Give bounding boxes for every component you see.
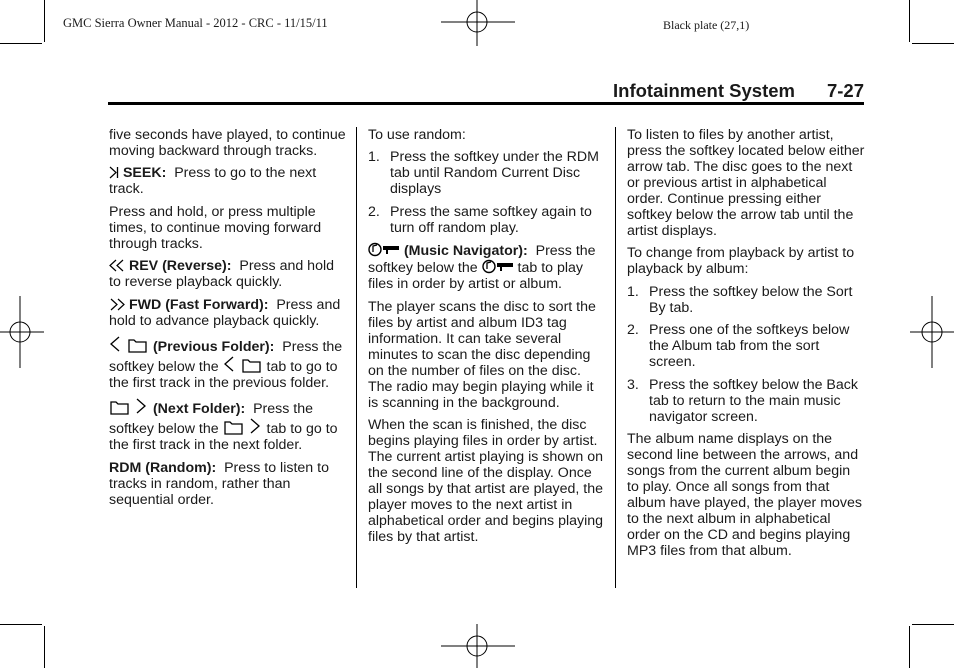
reverse-icon xyxy=(109,259,125,272)
crop-mark xyxy=(909,626,910,668)
list-item xyxy=(627,322,865,370)
print-header-left: GMC Sierra Owner Manual - 2012 - CRC - 11/15/11 xyxy=(63,16,328,30)
seek-text: Press to go to the next track. xyxy=(109,165,317,198)
prev-folder-label: (Previous Folder): xyxy=(152,338,275,355)
music-navigator-label: (Music Navigator): xyxy=(403,243,528,260)
crop-mark xyxy=(44,0,45,42)
registration-mark-bottom xyxy=(441,620,515,668)
list-text: Press the softkey below the Sort By tab. xyxy=(649,283,853,316)
next-folder-icon xyxy=(223,417,263,435)
column-2 xyxy=(368,127,606,551)
list-text: Press one of the softkeys below the Album tab from the sort screen. xyxy=(649,322,850,371)
list-number: 2. xyxy=(627,322,639,339)
list-number: 1. xyxy=(627,283,639,300)
prev-folder-text-a: Press the softkey below the xyxy=(109,338,343,375)
list-number: 1. xyxy=(368,149,380,166)
music-navigator-icon xyxy=(368,242,400,257)
next-folder-text-a: Press the softkey below the xyxy=(109,401,313,438)
music-navigator-text-b: tab to play files in order by artist or album. xyxy=(368,260,583,293)
music-navigator-icon xyxy=(482,259,514,274)
section-title xyxy=(613,80,864,102)
paragraph: The album name displays on the second line between the arrows, and songs from the current album begin to play. Once all songs from that album have played, the player moves to the next album in alphabetical order on the CD and begins playing MP3 files from that album. xyxy=(627,430,863,559)
column-1 xyxy=(109,127,349,514)
prev-folder-text-b: tab to go to the first track in the previous folder. xyxy=(109,358,338,391)
music-navigator-text-a: Press the softkey below the xyxy=(368,243,596,277)
next-folder-icon xyxy=(109,397,149,415)
paragraph: To change from playback by artist to playback by album: xyxy=(627,245,855,278)
list-item xyxy=(368,204,606,236)
fast-forward-icon xyxy=(109,298,125,311)
crop-mark xyxy=(912,43,954,44)
section-header xyxy=(108,80,864,105)
crop-mark xyxy=(912,624,954,625)
registration-mark-left xyxy=(0,296,44,368)
rdm-text: Press to listen to tracks in random, rather than sequential order. xyxy=(109,459,329,508)
previous-folder-icon xyxy=(223,355,263,373)
previous-folder-icon xyxy=(109,335,149,353)
paragraph: To listen to files by another artist, press the softkey located below either arrow tab. The disc goes to the next or previous artist in alphabetical order. Continue pressing either softkey below the arrow tab until the artist displays. xyxy=(627,127,865,239)
column-divider xyxy=(356,127,357,588)
list-item xyxy=(627,284,865,316)
list-item xyxy=(627,377,865,425)
list-text: Press the same softkey again to turn off random play. xyxy=(390,203,592,236)
fwd-label: FWD (Fast Forward): xyxy=(128,296,269,313)
list-number: 3. xyxy=(627,376,639,393)
crop-mark xyxy=(0,624,42,625)
fwd-paragraph xyxy=(109,297,349,329)
next-folder-paragraph xyxy=(109,397,349,453)
paragraph: Press and hold, or press multiple times, to continue moving forward through tracks. xyxy=(109,203,322,252)
seek-forward-icon xyxy=(109,166,119,179)
list-text: Press the softkey under the RDM tab until Random Current Disc displays xyxy=(390,149,599,198)
paragraph: five seconds have played, to continue moving backward through tracks. xyxy=(109,127,346,159)
next-folder-text-b: tab to go to the first track in the next folder. xyxy=(109,421,338,454)
registration-mark-right xyxy=(910,296,954,368)
paragraph: To use random: xyxy=(368,127,466,143)
registration-mark-top xyxy=(441,0,515,48)
page-number: 7-27 xyxy=(826,80,864,101)
column-divider xyxy=(615,127,616,588)
list-item xyxy=(368,149,606,197)
seek-label: SEEK: xyxy=(122,165,167,182)
column-3 xyxy=(627,127,865,565)
section-title-text: Infotainment System xyxy=(613,80,795,101)
paragraph: When the scan is finished, the disc begins playing files in order by artist. The current artist playing is shown on the second line of the display. Once all songs by that artist are played, the player moves to the next artist in alphabetical order and begins playing files by that artist. xyxy=(368,416,604,545)
list-text: Press the softkey below the Back tab to return to the main music navigator screen. xyxy=(649,376,858,425)
rev-paragraph xyxy=(109,258,349,290)
next-folder-label: (Next Folder): xyxy=(152,401,246,418)
fwd-text: Press and hold to advance playback quickly. xyxy=(109,296,341,329)
seek-paragraph xyxy=(109,165,349,197)
rdm-label: RDM (Random): xyxy=(109,459,217,476)
music-navigator-paragraph xyxy=(368,242,606,292)
crop-mark xyxy=(0,43,42,44)
paragraph: The player scans the disc to sort the files by artist and album ID3 tag information. It can take several minutes to scan the disc depending on the number of files on the disc. The radio may begin playing while it is scanning in the background. xyxy=(368,298,596,411)
crop-mark xyxy=(909,0,910,42)
crop-mark xyxy=(44,626,45,668)
rdm-paragraph xyxy=(109,460,349,508)
print-header-right: Black plate (27,1) xyxy=(663,18,750,32)
rev-text: Press and hold to reverse playback quickly. xyxy=(109,258,335,291)
rev-label: REV (Reverse): xyxy=(128,258,232,275)
list-number: 2. xyxy=(368,203,380,220)
prev-folder-paragraph xyxy=(109,335,349,391)
